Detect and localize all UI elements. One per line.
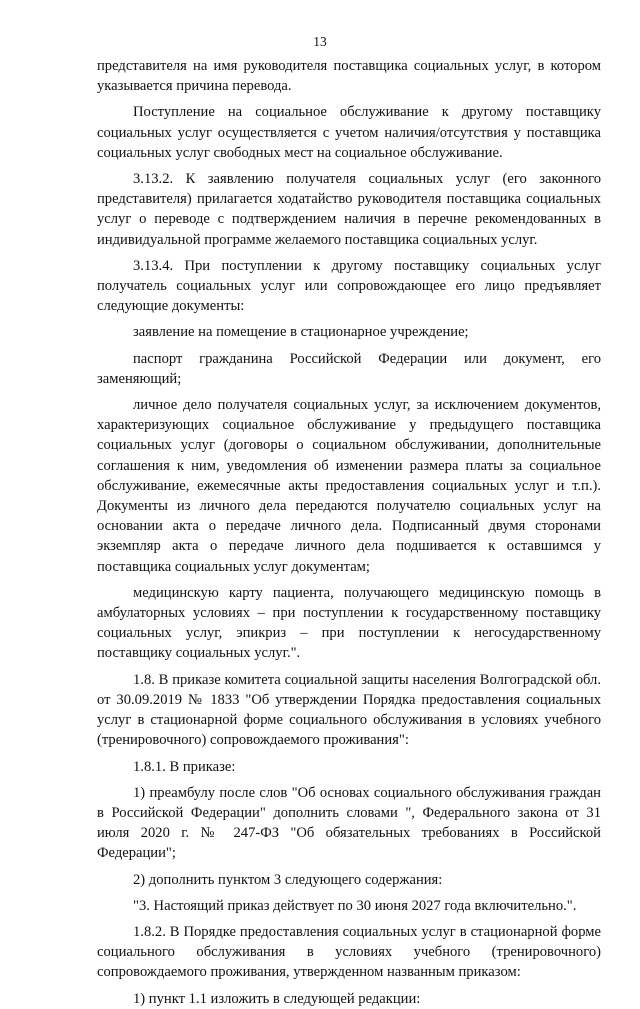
- paragraph-8: медицинскую карту пациента, получающего медицинскую помощь в амбулаторных условиях – при поступлении к государственному поставщику социальных услуг, эпикриз – при поступлении к негосударственному поставщику социальных услуг.".: [97, 584, 601, 662]
- paragraph-5: заявление на помещение в стационарное учреждение;: [133, 324, 469, 341]
- page-number: 13: [313, 34, 327, 49]
- paragraph-14: 1.8.2. В Порядке предоставления социальных услуг в стационарной форме социального обслуживания в условиях учебного (тренировочного) сопровождаемого проживания, утвержденном названным приказом:: [97, 923, 601, 981]
- paragraph-3: 3.13.2. К заявлению получателя социальных услуг (его законного представителя) прилагается ходатайство руководителя поставщика социальных услуг о переводе с подтверждением наличия в перечне рекомендованных в индивидуальной программе желаемого поставщика социальных услуг.: [97, 171, 601, 248]
- paragraph-4: 3.13.4. При поступлении к другому поставщику социальных услуг получатель социальных услуг или сопровождающее его лицо предъявляет следующие документы:: [97, 257, 601, 315]
- paragraph-1: представителя на имя руководителя поставщика социальных услуг, в котором указывается причина перевода.: [97, 58, 601, 95]
- paragraph-6: паспорт гражданина Российской Федерации или документ, его заменяющий;: [97, 350, 601, 387]
- paragraph-12: 2) дополнить пунктом 3 следующего содержания:: [133, 871, 443, 888]
- paragraph-7: личное дело получателя социальных услуг, за исключением документов, характеризующих социальное обслуживание у предыдущего поставщика социальных услуг (договоры о социальном обслуживании, дополнительные соглашения к ним, уведомления об изменении размера платы за социальное обслуживание, ежемесячные акты предоставления социальных услуг и т.п.). Документы из личного дела передаются получателю социальных услуг на основании акта о передаче личного дела. Подписанный двумя сторонами экземпляр акта о передаче личного дела подшивается к оставшимся у поставщика социальных услуг документам;: [97, 397, 601, 575]
- document-body: [97, 56, 601, 1009]
- paragraph-11: 1) преамбулу после слов "Об основах социального обслуживания граждан в Российской Федерации" дополнить словами ", Федерального закона от 31 июля 2020 г. № 247-ФЗ "Об обязательных требованиях в Российской Федерации";: [97, 784, 601, 862]
- paragraph-9: 1.8. В приказе комитета социальной защиты населения Волгоградской обл. от 30.09.2019 № 1833 "Об утверждении Порядка предоставления социальных услуг в стационарной форме социального обслуживания в условиях учебного (тренировочного) сопровождаемого проживания":: [97, 671, 601, 749]
- paragraph-10: 1.8.1. В приказе:: [133, 758, 236, 775]
- paragraph-13: "3. Настоящий приказ действует по 30 июня 2027 года включительно.".: [133, 897, 577, 914]
- paragraph-2: Поступление на социальное обслуживание к другому поставщику социальных услуг осуществляется с учетом наличия/отсутствия у поставщика социальных услуг свободных мест на социальное обслуживание.: [97, 104, 601, 161]
- paragraph-15: 1) пункт 1.1 изложить в следующей редакции:: [133, 990, 421, 1007]
